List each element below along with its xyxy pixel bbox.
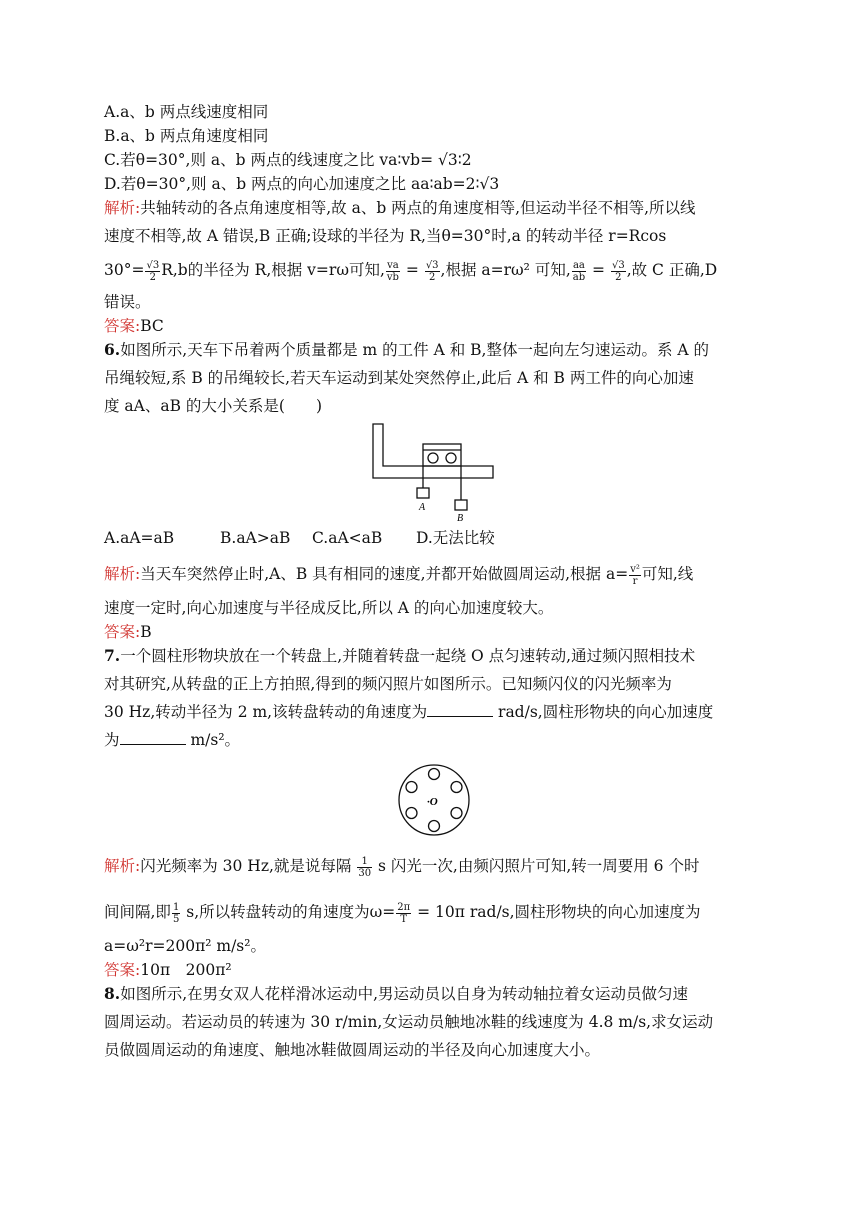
workpiece-a [417,488,429,498]
q6-answer: 答案:B [104,623,152,641]
q6-options [104,526,764,550]
answer-blank [427,702,493,717]
q7-stem-line-1: 7.一个圆柱形物块放在一个转盘上,并随着转盘一起绕 O 点匀速转动,通过频闪照相技术 [104,646,696,665]
fraction: $\frac{√3}{2}$ [611,259,625,283]
fraction: $\frac{aa}{ab}$ [572,259,586,283]
label-a: A [419,502,426,513]
turntable-diagram [396,762,472,838]
label-b: B [457,513,464,522]
q6-stem-line-2: 吊绳较短,系 B 的吊绳较长,若天车运动到某处突然停止,此后 A 和 B 两工件的向心加速 [104,369,694,387]
flash-position [406,782,417,793]
fraction: $\frac{√3}{2}$ [425,259,439,283]
fraction: $\frac{1}{30}$ [358,855,372,879]
q5-answer: 答案:BC [104,317,164,335]
question-number: 6. [104,340,121,359]
q7-analysis-line-2: 间间隔,即 $\frac{1}{5}$ s,所以转盘转动的角速度为ω= $\frac{2\pi}{T}$ = 10π rad/s,圆柱形物块的向心加速度为 [104,901,701,925]
q6-option-a: A.aA=aB [104,529,175,547]
q5-analysis-line-3: 30°= $\frac{√3}{2}$ R,b的半径为 R,根据 v=rω可知, $\frac{va}{vb}$ = $\frac{√3}{2}$ ,根据 a=rω² 可知, $\frac{aa}{ab}$ = $\frac{√3}{2}$ ,故 C 正确,D [104,259,718,283]
analysis-label: 解析: [104,199,141,217]
trolley-wheel [446,453,456,463]
answer-blank [120,730,186,745]
question-number: 8. [104,984,121,1003]
q8-stem-line-3: 员做圆周运动的角速度、触地冰鞋做圆周运动的半径及向心加速度大小。 [104,1041,601,1059]
flash-position [451,782,462,793]
flash-position [429,821,440,832]
trolley-wheel [428,453,438,463]
q7-stem-line-3: 30 Hz,转动半径为 2 m,该转盘转动的角速度为 rad/s,圆柱形物块的向心加速度 [104,703,714,721]
q7-stem-line-2: 对其研究,从转盘的正上方拍照,得到的频闪照片如图所示。已知频闪仪的闪光频率为 [104,675,672,693]
q5-analysis-line-2: 速度不相等,故 A 错误,B 正确;设球的半径为 R,当θ=30°时,a 的转动半径 r=Rcos [104,227,667,245]
center-o-label: ·O [427,796,438,808]
fraction: $\frac{\text{v²}}{r}$ [630,563,640,587]
workpiece-b [455,500,467,510]
q5-analysis-line-1: 解析:共轴转动的各点角速度相等,故 a、b 两点的角速度相等,但运动半径不相等,所以线 [104,199,696,217]
q6-option-c: C.aA<aB [312,529,383,547]
fraction: $\frac{2\pi}{T}$ [397,901,411,925]
q6-option-b: B.aA>aB [220,529,291,547]
q7-answer: 答案:10π 200π² [104,961,232,979]
q7-analysis-line-1: 解析:闪光频率为 30 Hz,就是说每隔 $\frac{1}{30}$ s 闪光一次,由频闪照片可知,转一周要用 6 个时 [104,855,700,879]
q6-analysis-line-2: 速度一定时,向心加速度与半径成反比,所以 A 的向心加速度较大。 [104,599,554,617]
q6-analysis-line-1: 解析:当天车突然停止时,A、B 具有相同的速度,并都开始做圆周运动,根据 a= $\frac{\text{v²}}{r}$ 可知,线 [104,563,694,587]
flash-position [451,808,462,819]
q8-stem-line-2: 圆周运动。若运动员的转速为 30 r/min,女运动员触地冰鞋的线速度为 4.8 m/s,求女运动 [104,1013,714,1031]
q6-option-d: D.无法比较 [416,529,495,547]
q5-option-d: D.若θ=30°,则 a、b 两点的向心加速度之比 aa∶ab=2∶√3 [104,175,500,193]
flash-position [429,769,440,780]
q8-stem-line-1: 8.如图所示,在男女双人花样滑冰运动中,男运动员以自身为转动轴拉着女运动员做匀速 [104,984,689,1003]
crane-frame [373,424,493,478]
question-number: 7. [104,646,121,665]
crane-diagram [369,422,499,522]
q5-option-b: B.a、b 两点角速度相同 [104,127,269,145]
q6-stem-line-1: 6.如图所示,天车下吊着两个质量都是 m 的工件 A 和 B,整体一起向左匀速运动。系 A 的 [104,340,710,359]
document-page [104,100,764,1062]
flash-position [406,808,417,819]
q7-stem-line-4: 为 m/s²。 [104,731,241,749]
fraction: $\frac{va}{vb}$ [386,259,399,283]
q5-analysis-line-4: 错误。 [104,293,151,311]
q6-stem-line-3: 度 aA、aB 的大小关系是( ) [104,397,323,415]
fraction: $\frac{1}{5}$ [172,901,180,925]
fraction: $\frac{√3}{2}$ [146,259,160,283]
q7-analysis-line-3: a=ω²r=200π² m/s²。 [104,937,266,955]
q5-option-a: A.a、b 两点线速度相同 [104,103,269,121]
q5-option-c: C.若θ=30°,则 a、b 两点的线速度之比 va∶vb= √3∶2 [104,151,472,169]
